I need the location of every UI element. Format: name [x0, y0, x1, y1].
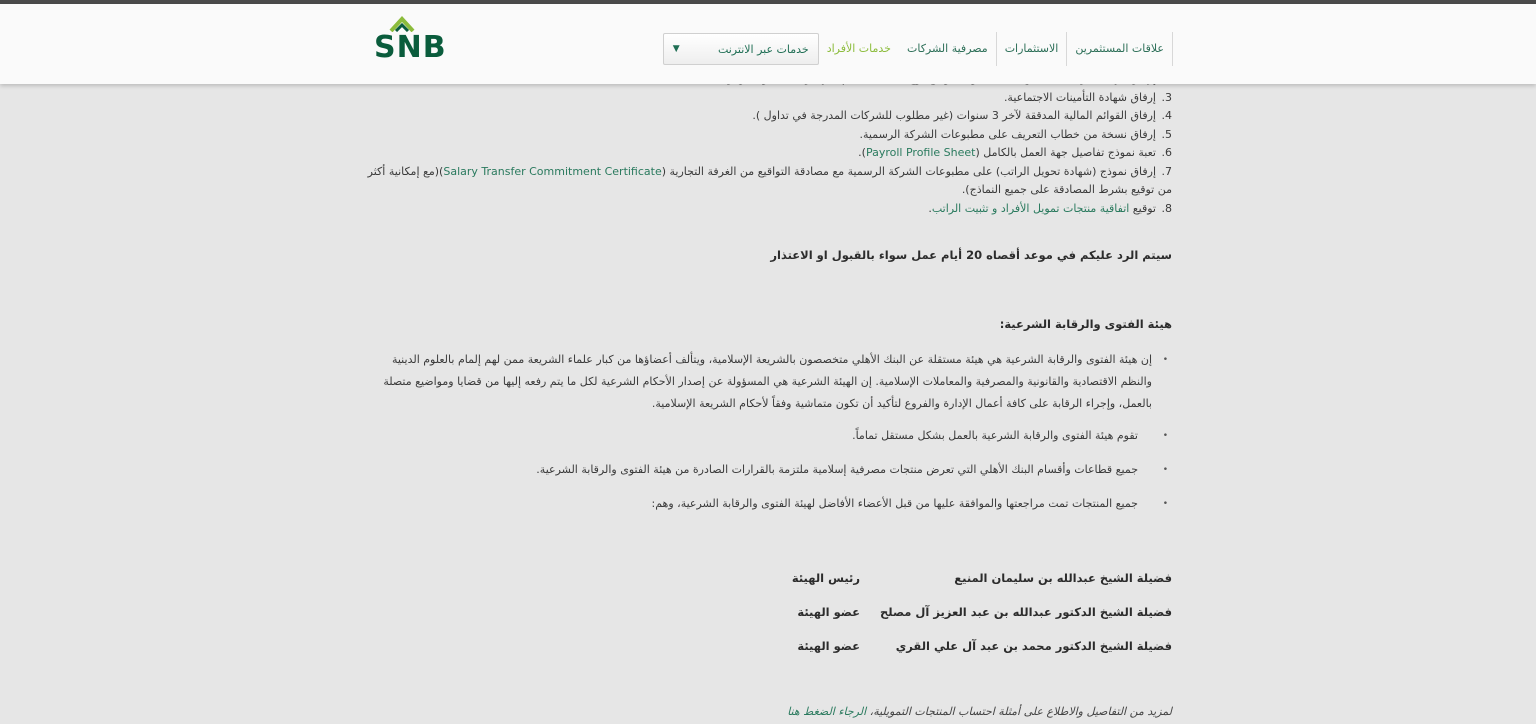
bullet-dot-icon: • — [1162, 431, 1168, 441]
bullet-dot-icon: • — [1162, 499, 1168, 509]
response-note: سيتم الرد عليكم في موعد أقصاه 20 أيام عمل سواء بالقبول او الاعتذار — [770, 248, 1172, 262]
bullet-dot-icon: • — [1162, 355, 1168, 365]
member-row — [360, 561, 1172, 595]
bullet-dot-icon: • — [1162, 465, 1168, 475]
sharia-paragraph: • إن هيئة الفتوى والرقابة الشرعية هي هيئة مستقلة عن البنك الأهلي متخصصون بالشريعة الإسلامية، ويتألف أعضاؤها من كبار علماء الشريعة ممن لهم إلمام بالعلوم الدينية والنظم الاقتصادية والقانونية والمصرفية والمعاملات الإسلامية. إن الهيئة الشرعية هي المسؤولة عن إصدار الأحكام الشرعية لكل ما يتم رفعه إليها من قضايا ومواضيع متصلة بالعمل، وإجراء الرقابة على كافة أعمال الإدارة والفروع لتأكيد أن تكون متماشية وفقاً لأحكام الشريعة الإسلامية. — [360, 349, 1172, 415]
click-here-link[interactable]: الرجاء الضغط هنا — [787, 705, 867, 718]
requirements-list — [360, 70, 1172, 218]
financing-agreement-link[interactable]: اتفاقية منتجات تمويل الأفراد و تثبيت الراتب — [931, 201, 1130, 215]
member-name: فضيلة الشيخ عبدالله بن سليمان المنيع — [954, 570, 1172, 585]
list-item: 5. إرفاق نسخة من خطاب التعريف على مطبوعات الشركة الرسمية. — [859, 127, 1172, 141]
nav-investments[interactable]: الاستثمارات — [997, 32, 1068, 66]
list-item: 8. توقيع اتفاقية منتجات تمويل الأفراد و تثبيت الراتب. — [928, 201, 1172, 215]
member-row — [360, 629, 1172, 663]
footer-note: لمزيد من التفاصيل والاطلاع على أمثلة احتساب المنتجات التمويلية، الرجاء الضغط هنا — [787, 705, 1172, 718]
member-name: فضيلة الشيخ الدكتور محمد بن عبد آل علي القري — [895, 638, 1172, 653]
logo-text: SNB — [374, 30, 447, 65]
list-item: 6. تعبة نموذج تفاصيل جهة العمل بالكامل (Payroll Profile Sheet). — [858, 146, 1172, 159]
board-members — [360, 561, 1172, 663]
bullet-item: • جميع قطاعات وأقسام البنك الأهلي التي تعرض منتجات مصرفية إسلامية ملتزمة بالقرارات الصادرة من هيئة الفتوى والرقابة الشرعية. — [360, 459, 1172, 481]
member-role: عضو الهيئة — [797, 638, 860, 653]
main-nav — [663, 32, 1173, 66]
bullet-item: • تقوم هيئة الفتوى والرقابة الشرعية بالعمل بشكل مستقل تماماً. — [360, 425, 1172, 447]
member-role: رئيس الهيئة — [791, 570, 860, 585]
list-item: 3. إرفاق شهادة التأمينات الاجتماعية. — [1003, 90, 1172, 104]
nav-investor-relations[interactable]: علاقات المستثمرين — [1067, 32, 1173, 66]
dropdown-label: خدمات عبر الانترنت — [717, 42, 809, 56]
salary-transfer-link[interactable]: Salary Transfer Commitment Certificate — [443, 164, 662, 178]
list-item: 7. إرفاق نموذج (شهادة تحويل الراتب) على مطبوعات الشركة الرسمية مع مصادقة التواقيع من الغرفة التجارية (Salary Transfer Commitment Certificate)(مع إمكانية أكثر من توقيع بشرط المصادقة على جميع النماذج). — [367, 164, 1172, 196]
list-item: 4. إرفاق القوائم المالية المدققة لآخر 3 سنوات (غير مطلوب للشركات المدرجة في تداول ). — [752, 109, 1172, 122]
sharia-section-title: هيئة الفتوى والرقابة الشرعية: — [999, 316, 1172, 331]
nav-corporate-banking[interactable]: مصرفية الشركات — [899, 32, 997, 66]
member-row — [360, 595, 1172, 629]
main-content — [360, 70, 1172, 722]
member-role: عضو الهيئة — [797, 604, 860, 619]
payroll-profile-link[interactable]: Payroll Profile Sheet — [865, 146, 976, 159]
member-name: فضيلة الشيخ الدكتور عبدالله بن عبد العزيز آل مصلح — [879, 604, 1172, 619]
site-header — [0, 4, 1536, 84]
nav-individual-services[interactable]: خدمات الأفراد — [826, 42, 891, 55]
bullet-item: • جميع المنتجات تمت مراجعتها والموافقة عليها من قبل الأعضاء الأفاضل لهيئة الفتوى والرقابة الشرعية، وهم: — [360, 493, 1172, 515]
online-services-dropdown[interactable] — [663, 33, 819, 65]
snb-logo[interactable] — [374, 16, 468, 64]
caret-down-icon: ▼ — [672, 44, 680, 54]
